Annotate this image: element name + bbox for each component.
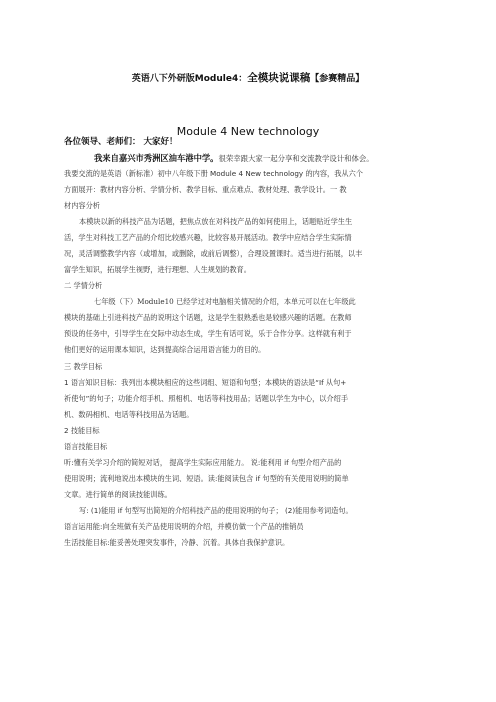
body-line: 预设的任务中，引导学生在交际中动态生成，学生有话可说，乐于合作分享。这样就有利于 bbox=[64, 329, 352, 338]
body-line: 语言技能目标 bbox=[64, 442, 108, 451]
module-title: Module 4 New technology bbox=[176, 125, 320, 138]
document-title bbox=[0, 70, 496, 85]
body-line: 方面展开：教材内容分析、学情分析、教学目标、重点难点、教材处理、教学设计。一 教 bbox=[64, 185, 347, 194]
body-line: 富学生知识，拓展学生视野，进行理想、人生规划的教育。 bbox=[64, 265, 251, 274]
title-main: 全模块说课稿 bbox=[247, 72, 311, 84]
body-line: 况，灵活调整教学内容（或增加，或删除，或前后调整），合理设置课时。适当进行拓展，以丰 bbox=[64, 249, 363, 258]
body-line: 他们更好的运用课本知识，达到提高综合运用语言能力的目的。 bbox=[64, 345, 266, 354]
greeting: 各位领导、老师们： 大家好！ bbox=[64, 137, 178, 147]
body-line: 我要交流的是英语（新标准）初中八年级下册 Module 4 New technology 的内容，我从六个 bbox=[64, 169, 363, 178]
intro-rest: 很荣幸跟大家一起分享和交流教学设计和体会。 bbox=[218, 154, 374, 163]
title-suffix: 【参赛精品】 bbox=[310, 74, 365, 84]
body-line: 语言运用能:向全班做有关产品使用说明的介绍，并模仿做一个产品的推销员 bbox=[64, 522, 304, 531]
intro-school: 我来自嘉兴市秀洲区油车港中学。 bbox=[94, 153, 219, 163]
body-line: 写: (1)能用 if 句型写出简短的介绍科技产品的使用说明的句子； (2)能用参考词造句。 bbox=[79, 506, 353, 515]
body-line: 文章。进行简单的阅读技能训练。 bbox=[64, 490, 172, 499]
section-heading: 三 教学目标 bbox=[64, 362, 103, 371]
intro-line bbox=[94, 153, 374, 164]
body-line: 机、数码相机、电话等科技用品为话题。 bbox=[64, 410, 194, 419]
body-line: 七年级（下）Module10 已经学过对电脑相关情况的介绍，本单元可以在七年级此 bbox=[94, 297, 356, 306]
body-line: 本模块以新的科技产品为话题，把焦点放在对科技产品的如何使用上，话题贴近学生生 bbox=[79, 217, 353, 226]
body-line: 活，学生对科技工艺产品的介绍比较感兴趣，比较容易开展活动。教学中应结合学生实际情 bbox=[64, 233, 352, 242]
body-line: 2 技能目标 bbox=[64, 426, 100, 435]
body-line: 听:懂有关学习介绍的简短对话， 提高学生实际应用能力。 说:能利用 if 句型介绍产品的 bbox=[64, 458, 342, 467]
body-line: 祈使句”的句子；功能介绍手机、照相机、电话等科技用品；话题以学生为中心，以介绍手 bbox=[64, 394, 349, 403]
title-prefix: 英语八下外研版Module4： bbox=[131, 74, 248, 84]
body-line: 使用说明；流利地说出本模块的生词、短语。读:能阅读包含 if 句型的有关使用说明的简单 bbox=[64, 474, 349, 483]
body-line: 1 语言知识目标：我列出本模块相应的这些词组、短语和句型；本模块的语法是“If 从句+ bbox=[64, 378, 347, 387]
body-line: 模块的基础上引进科技产品的说明这个话题，这是学生很熟悉也是较感兴趣的话题。在教师 bbox=[64, 313, 352, 322]
section-heading: 二 学情分析 bbox=[64, 281, 103, 290]
body-line: 材内容分析 bbox=[64, 201, 100, 210]
body-line: 生活技能目标:能妥善处理突发事件，冷静、沉着。具体自我保护意识。 bbox=[64, 538, 290, 547]
